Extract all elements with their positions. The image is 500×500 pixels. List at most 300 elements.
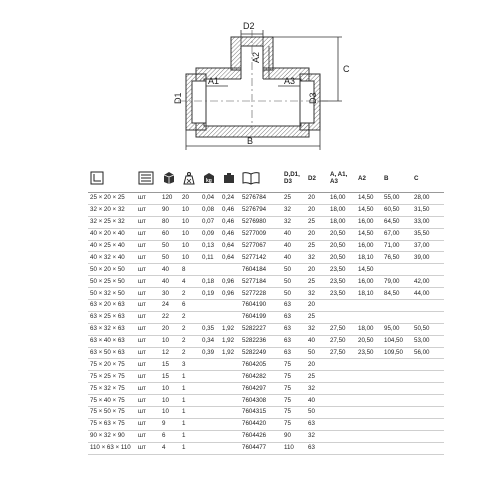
cell-b	[384, 264, 414, 276]
cell-c: 39,00	[414, 253, 430, 261]
cell-a: 18,00	[330, 218, 346, 226]
tee-fitting-drawing	[0, 0, 500, 162]
size-icon	[88, 164, 138, 193]
cell-c: 56,00	[414, 349, 430, 357]
cell-weight: 0,19	[202, 289, 215, 297]
cell-qty-box: 10	[162, 396, 169, 404]
cell-d1: 32	[284, 206, 291, 214]
cell-qty-pack: 1	[182, 372, 186, 380]
cell-volume	[222, 311, 242, 323]
cell-qty-box: 80	[162, 218, 169, 226]
cell-unit: шт	[138, 289, 146, 297]
cell-size: 90 × 32 × 90	[90, 432, 125, 440]
cell-c: 31,50	[414, 206, 430, 214]
cell-volume: 0,64	[222, 242, 235, 249]
catalog-icon	[242, 164, 284, 193]
cell-unit: шт	[138, 420, 146, 428]
cell-c	[414, 300, 444, 312]
table-row	[88, 418, 444, 430]
table-row	[88, 371, 444, 383]
cell-article: 7604308	[242, 396, 267, 404]
cell-c	[414, 311, 444, 323]
cell-size: 40 × 20 × 40	[90, 230, 125, 238]
weight-icon	[182, 164, 202, 193]
table-row	[88, 264, 444, 276]
cell-size: 63 × 40 × 63	[90, 337, 125, 345]
cell-unit: шт	[138, 253, 146, 261]
cell-qty-pack: 8	[182, 265, 186, 273]
table-row	[88, 395, 444, 407]
cell-b: 109,50	[384, 349, 403, 357]
cell-a: 16,00	[330, 194, 346, 202]
cell-qty-pack: 6	[182, 301, 186, 309]
cell-unit: шт	[138, 384, 146, 392]
header-c: C	[414, 174, 419, 182]
cell-d2: 25	[308, 372, 315, 380]
cell-volume	[222, 395, 242, 407]
cell-a2: 20,50	[358, 337, 374, 345]
table-row	[88, 300, 444, 312]
cell-a2: 18,00	[358, 325, 374, 333]
cell-qty-box: 12	[162, 349, 169, 357]
cell-qty-box: 4	[162, 444, 166, 452]
cell-d1: 75	[284, 408, 291, 416]
cell-d1: 63	[284, 325, 291, 333]
cell-qty-pack: 1	[182, 396, 186, 404]
cell-d2: 20	[308, 360, 315, 368]
cell-d1: 63	[284, 301, 291, 309]
cell-b: 95,00	[384, 325, 400, 333]
cell-d2: 40	[308, 337, 315, 345]
cell-volume: 1,92	[222, 325, 235, 333]
cell-b: 84,50	[384, 289, 400, 297]
label-d2: D2	[243, 21, 255, 31]
cell-article: 5276794	[242, 206, 267, 214]
cell-article: 5276784	[242, 194, 267, 202]
table-row	[88, 288, 444, 300]
cell-volume	[222, 371, 242, 383]
header-a2: A2	[358, 174, 366, 182]
header-a-a1-a3	[330, 164, 358, 193]
cell-b: 67,00	[384, 230, 400, 238]
table-row	[88, 359, 444, 371]
cell-unit: шт	[138, 432, 146, 440]
cell-a	[330, 371, 358, 383]
cell-d1: 50	[284, 277, 291, 285]
cell-unit: шт	[138, 337, 146, 345]
cell-c	[414, 407, 444, 419]
cell-c: 50,50	[414, 325, 430, 333]
cell-qty-box: 30	[162, 289, 169, 297]
cell-a2: 14,50	[358, 194, 374, 202]
cell-b	[384, 442, 414, 454]
cell-d2: 20	[308, 301, 315, 309]
cell-volume: 0,24	[222, 194, 235, 202]
table-row	[88, 383, 444, 395]
cell-qty-pack: 10	[182, 253, 189, 261]
cell-a2: 16,00	[358, 218, 374, 226]
cell-volume: 0,46	[222, 218, 235, 226]
cell-weight	[202, 418, 222, 430]
cell-weight: 0,08	[202, 206, 215, 214]
cell-d1: 63	[284, 349, 291, 357]
cell-d2: 63	[308, 444, 315, 452]
cell-size: 63 × 32 × 63	[90, 325, 125, 333]
cell-unit: шт	[138, 313, 146, 321]
label-a3: A3	[284, 76, 296, 86]
cell-size: 110 × 63 × 110	[90, 444, 131, 452]
cell-qty-box: 10	[162, 384, 169, 392]
table-row	[88, 216, 444, 228]
cell-a2: 14,50	[358, 206, 374, 214]
cell-b	[384, 407, 414, 419]
cell-a	[330, 430, 358, 442]
cell-a: 27,50	[330, 337, 346, 345]
cell-d1: 90	[284, 432, 291, 440]
cell-c	[414, 395, 444, 407]
cell-qty-pack: 1	[182, 444, 186, 452]
cell-size: 75 × 32 × 75	[90, 384, 125, 392]
cell-unit: шт	[138, 218, 146, 226]
table-row	[88, 276, 444, 288]
cell-c	[414, 371, 444, 383]
cell-unit: шт	[138, 230, 146, 238]
cell-a2	[358, 430, 384, 442]
cell-qty-pack: 10	[182, 218, 189, 226]
cell-d1: 75	[284, 420, 291, 428]
cell-d1: 40	[284, 253, 291, 261]
cell-a2	[358, 383, 384, 395]
cell-qty-box: 15	[162, 372, 169, 380]
cell-d1: 40	[284, 230, 291, 238]
cell-weight: 0,13	[202, 242, 215, 249]
cell-a2	[358, 407, 384, 419]
cell-weight: 0,11	[202, 253, 214, 261]
cell-a: 18,00	[330, 206, 346, 214]
cell-qty-box: 50	[162, 242, 169, 249]
header-a-line1: A, A1,	[330, 171, 348, 178]
cell-b: 76,50	[384, 253, 400, 261]
cell-qty-box: 40	[162, 277, 169, 285]
cell-volume: 0,46	[222, 230, 235, 238]
cell-a: 23,50	[330, 265, 346, 273]
cell-volume: 0,46	[222, 206, 235, 214]
cell-weight	[202, 383, 222, 395]
cell-d1: 63	[284, 313, 291, 321]
cell-weight	[202, 264, 222, 276]
cell-volume	[222, 430, 242, 442]
table-row	[88, 407, 444, 419]
header-d1-line1: D,D1,	[284, 171, 300, 178]
cell-unit: шт	[138, 360, 146, 368]
cell-unit: шт	[138, 444, 146, 452]
cell-b: 79,00	[384, 277, 400, 285]
table-header-row	[88, 164, 444, 193]
cell-article: 7604315	[242, 408, 267, 416]
cell-d2: 32	[308, 325, 315, 333]
cell-qty-box: 50	[162, 253, 169, 261]
cell-a2	[358, 395, 384, 407]
cell-unit: шт	[138, 396, 146, 404]
cell-qty-pack: 1	[182, 408, 186, 416]
cell-size: 75 × 40 × 75	[90, 396, 125, 404]
cell-b: 64,50	[384, 218, 400, 226]
cell-d1: 40	[284, 242, 291, 249]
cell-b: 104,50	[384, 337, 403, 345]
cell-a2	[358, 311, 384, 323]
cell-qty-pack: 10	[182, 230, 189, 238]
cell-size: 50 × 25 × 50	[90, 277, 125, 285]
cell-a2: 16,00	[358, 277, 374, 285]
cell-qty-box: 10	[162, 337, 169, 345]
cell-d1: 75	[284, 396, 291, 404]
cell-article: 5282249	[242, 349, 267, 357]
cell-size: 75 × 25 × 75	[90, 372, 125, 380]
cell-d2: 50	[308, 408, 315, 416]
cell-weight: 0,18	[202, 277, 215, 285]
label-c: C	[343, 64, 350, 74]
cell-d2: 32	[308, 432, 315, 440]
cell-c: 33,00	[414, 218, 430, 226]
cell-weight	[202, 311, 222, 323]
cell-c: 42,00	[414, 277, 430, 285]
cell-d1: 75	[284, 360, 291, 368]
cell-weight: 0,34	[202, 337, 215, 345]
cell-a2	[358, 371, 384, 383]
cell-b: 60,50	[384, 206, 400, 214]
tee-body	[178, 30, 328, 137]
cell-article: 5282227	[242, 325, 267, 333]
cell-article: 7604297	[242, 384, 267, 392]
cell-unit: шт	[138, 408, 146, 416]
cell-c	[414, 430, 444, 442]
table-row	[88, 430, 444, 442]
cell-a2: 14,50	[358, 265, 374, 273]
cell-weight: 0,09	[202, 230, 215, 238]
cell-article: 7604477	[242, 444, 267, 452]
cell-weight	[202, 395, 222, 407]
cell-b	[384, 383, 414, 395]
cell-volume: 0,64	[222, 253, 235, 261]
cell-article: 5277184	[242, 277, 267, 285]
header-d1-line2: D3	[284, 178, 292, 185]
cell-b	[384, 300, 414, 312]
cell-d1: 50	[284, 289, 291, 297]
table-row	[88, 193, 444, 205]
cell-a2	[358, 300, 384, 312]
cell-d1: 110	[284, 444, 294, 452]
table-row	[88, 442, 444, 454]
header-d1-d3	[284, 164, 308, 193]
cell-c: 28,00	[414, 194, 430, 202]
label-a2: A2	[251, 51, 261, 63]
cell-d2: 20	[308, 206, 315, 214]
cell-unit: шт	[138, 372, 146, 380]
cell-article: 5277228	[242, 289, 267, 297]
table-row	[88, 323, 444, 335]
table-row	[88, 240, 444, 252]
label-b: B	[247, 136, 254, 146]
cell-article: 7604282	[242, 372, 267, 380]
cell-c: 44,00	[414, 289, 430, 297]
cell-size: 50 × 20 × 50	[90, 265, 125, 273]
cell-qty-box: 9	[162, 420, 166, 428]
cell-qty-pack: 1	[182, 432, 186, 440]
table-body	[88, 193, 444, 455]
cell-article: 5276980	[242, 218, 267, 226]
cell-a2: 18,10	[358, 289, 374, 297]
cell-c	[414, 442, 444, 454]
cell-weight	[202, 300, 222, 312]
cell-d2: 25	[308, 218, 315, 226]
cell-volume	[222, 359, 242, 371]
table-row	[88, 228, 444, 240]
cell-qty-pack: 3	[182, 360, 186, 368]
cell-qty-box: 20	[162, 325, 169, 333]
cell-qty-box: 120	[162, 194, 173, 202]
cell-c: 35,50	[414, 230, 430, 238]
cell-qty-pack: 1	[182, 384, 186, 392]
cell-b: 71,00	[384, 242, 400, 249]
cell-qty-box: 22	[162, 313, 169, 321]
cell-article: 5277009	[242, 230, 267, 238]
cell-c	[414, 418, 444, 430]
cell-b	[384, 430, 414, 442]
cell-qty-pack: 2	[182, 289, 186, 297]
cell-article: 7604199	[242, 313, 267, 321]
cell-d2: 32	[308, 384, 315, 392]
table-row	[88, 335, 444, 347]
cell-qty-pack: 20	[182, 194, 189, 202]
cell-volume: 1,92	[222, 349, 235, 357]
cell-qty-box: 15	[162, 360, 169, 368]
cell-unit: шт	[138, 349, 146, 357]
cell-size: 40 × 25 × 40	[90, 242, 125, 249]
cell-a	[330, 442, 358, 454]
cell-volume	[222, 300, 242, 312]
cell-d2: 20	[308, 194, 315, 202]
cell-a: 27,50	[330, 349, 346, 357]
cell-a2: 16,00	[358, 242, 374, 249]
cell-d2: 63	[308, 420, 315, 428]
cell-qty-pack: 2	[182, 349, 186, 357]
cell-unit: шт	[138, 325, 146, 333]
cell-article: 5277142	[242, 253, 267, 261]
cell-qty-box: 6	[162, 432, 166, 440]
cell-article: 7604205	[242, 360, 267, 368]
cell-d2: 40	[308, 396, 315, 404]
cell-a	[330, 395, 358, 407]
cell-d1: 32	[284, 218, 291, 226]
cell-qty-box: 90	[162, 206, 169, 214]
cell-qty-pack: 2	[182, 313, 186, 321]
cell-c: 53,00	[414, 337, 430, 345]
cell-weight: 0,07	[202, 218, 215, 226]
cell-qty-pack: 10	[182, 242, 189, 249]
cell-qty-pack: 4	[182, 277, 186, 285]
cell-weight: 0,04	[202, 194, 215, 202]
header-d2: D2	[308, 174, 316, 182]
cell-volume	[222, 407, 242, 419]
cell-a: 20,50	[330, 242, 346, 249]
cell-d1: 75	[284, 372, 291, 380]
cell-c	[414, 359, 444, 371]
table-row	[88, 252, 444, 264]
cell-size: 32 × 20 × 32	[90, 206, 125, 214]
cell-qty-box: 60	[162, 230, 169, 238]
cell-qty-box: 10	[162, 408, 169, 416]
cell-a2: 14,50	[358, 230, 374, 238]
cell-a2: 23,50	[358, 349, 374, 357]
cell-a	[330, 300, 358, 312]
cell-unit: шт	[138, 301, 146, 309]
cell-article: 7604184	[242, 265, 267, 273]
cell-weight	[202, 442, 222, 454]
cell-weight	[202, 359, 222, 371]
cell-qty-pack: 2	[182, 337, 186, 345]
cell-d1: 63	[284, 337, 291, 345]
cell-d2: 32	[308, 253, 315, 261]
cell-size: 63 × 25 × 63	[90, 313, 125, 321]
cell-d2: 32	[308, 289, 315, 297]
cell-qty-pack: 2	[182, 325, 186, 333]
cell-volume	[222, 383, 242, 395]
cell-a	[330, 418, 358, 430]
units-icon	[138, 164, 162, 193]
cell-volume	[222, 264, 242, 276]
cell-b	[384, 359, 414, 371]
cell-article: 7604190	[242, 301, 267, 309]
specification-table	[88, 164, 444, 455]
cell-d1: 50	[284, 265, 291, 273]
table-row	[88, 347, 444, 359]
cell-d2: 25	[308, 313, 315, 321]
cell-b	[384, 311, 414, 323]
cell-d2: 50	[308, 349, 315, 357]
cell-b	[384, 395, 414, 407]
cell-d2: 20	[308, 265, 315, 273]
cell-b	[384, 418, 414, 430]
box-icon	[162, 164, 182, 193]
cell-a: 23,50	[330, 289, 346, 297]
cell-unit: шт	[138, 277, 146, 285]
cell-c	[414, 264, 444, 276]
svg-text:kg: kg	[206, 178, 212, 184]
kg-icon	[202, 164, 222, 193]
cell-size: 50 × 32 × 50	[90, 289, 125, 297]
cell-size: 75 × 20 × 75	[90, 360, 125, 368]
cell-volume: 1,92	[222, 337, 235, 345]
cell-volume: 0,96	[222, 289, 235, 297]
cell-a2: 18,10	[358, 253, 374, 261]
cell-a2	[358, 359, 384, 371]
cell-weight	[202, 430, 222, 442]
label-d1: D1	[173, 92, 183, 104]
cell-volume: 0,96	[222, 277, 235, 285]
label-a1: A1	[208, 76, 220, 86]
header-a-line2: A3	[330, 178, 338, 185]
table-row	[88, 204, 444, 216]
cell-size: 25 × 20 × 25	[90, 194, 125, 202]
cell-volume	[222, 442, 242, 454]
cell-a: 27,50	[330, 325, 346, 333]
table-row	[88, 311, 444, 323]
cell-weight	[202, 407, 222, 419]
cell-a: 20,50	[330, 253, 346, 261]
cell-size: 32 × 25 × 32	[90, 218, 125, 226]
cell-qty-box: 24	[162, 301, 169, 309]
cell-size: 40 × 32 × 40	[90, 253, 125, 261]
